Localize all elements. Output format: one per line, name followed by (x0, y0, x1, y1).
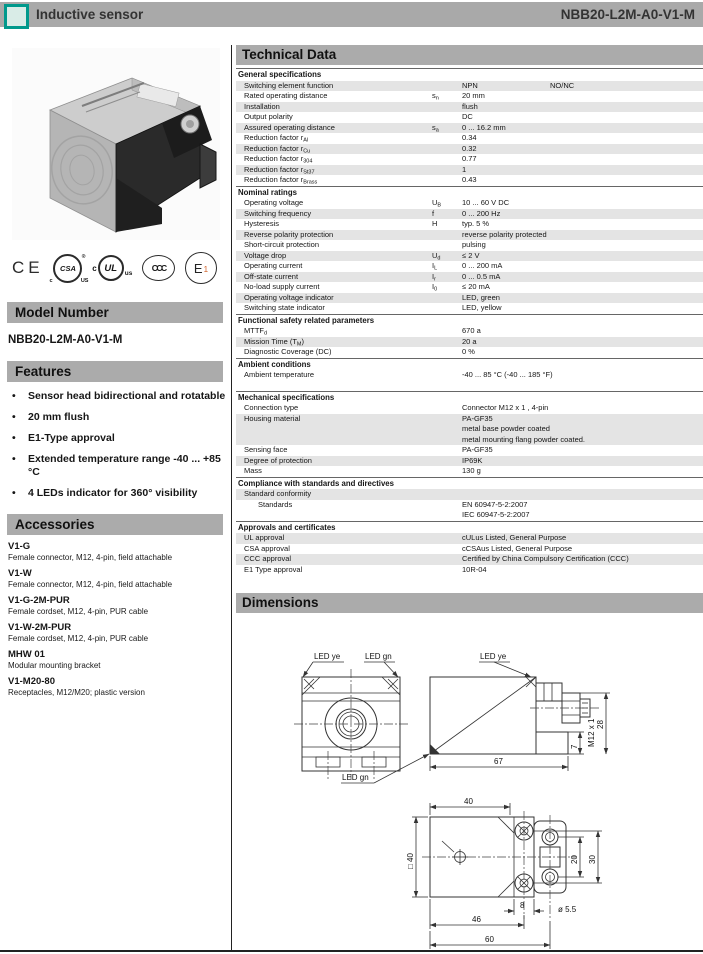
spec-name: Standards (258, 499, 293, 509)
accessory-desc: Female connector, M12, 4-pin, field attachable (8, 553, 173, 562)
feature-item: • 4 LEDs indicator for 360° visibility (8, 487, 228, 500)
dim-60: 60 (485, 935, 494, 944)
spec-symbol: $U_d$ (432, 250, 441, 261)
dim-67: 67 (494, 757, 503, 766)
spec-value: NPN NO/NC (462, 80, 575, 90)
spec-row (236, 293, 703, 304)
spec-symbol (432, 456, 462, 467)
spec-symbol (432, 81, 462, 92)
right-column (236, 45, 703, 954)
spec-name: Connection type (244, 403, 299, 412)
spec-symbol (432, 554, 462, 565)
spec-value: 10 ... 60 V DC (462, 198, 510, 207)
spec-row (236, 240, 703, 251)
label-led-ye-side: LED ye (480, 652, 507, 661)
spec-symbol (432, 144, 462, 155)
spec-row (236, 489, 703, 500)
spec-value: ≤ 2 V (462, 250, 480, 260)
model-number-heading: Model Number (7, 302, 223, 323)
spec-value: DC (462, 112, 473, 121)
spec-name: Reduction factor $r_{Brass}$ (244, 175, 318, 186)
spec-symbol (432, 544, 462, 555)
dim-sq40: □ 40 (406, 853, 415, 869)
spec-name: Installation (244, 101, 280, 111)
spec-row (236, 554, 703, 565)
spec-name: Switching state indicator (244, 303, 325, 312)
accessory-desc: Female connector, M12, 4-pin, field attachable (8, 580, 173, 589)
spec-name: Reverse polarity protection (244, 229, 334, 239)
label-led-gn-side: LED gn (342, 773, 369, 782)
spec-symbol: $U_B$ (432, 198, 442, 209)
spec-symbol (432, 154, 462, 165)
spec-value: PA-GF35 (462, 445, 493, 454)
spec-value: 130 g (462, 466, 481, 475)
spec-symbol: H (432, 219, 438, 228)
spec-value: 20 a (462, 336, 477, 346)
spec-value: LED, yellow (462, 303, 502, 312)
spec-value: 0.43 (462, 175, 477, 184)
spec-row (236, 500, 703, 521)
spec-symbol (432, 240, 462, 251)
spec-row (236, 251, 703, 262)
spec-value: Certified by China Compulsory Certification (CCC) (462, 554, 629, 563)
spec-value: typ. 5 % (462, 219, 490, 228)
spec-name: Mission Time $(T_M)$ (244, 336, 305, 347)
spec-symbol (432, 347, 462, 358)
accessory-desc: Receptacles, M12/M20; plastic version (8, 688, 145, 697)
spec-value: cULus Listed, General Purpose (462, 533, 567, 542)
spec-row (236, 303, 703, 314)
spec-name: UL approval (244, 533, 285, 542)
spec-value: 0 ... 0.5 mA (462, 271, 501, 281)
left-column (0, 40, 231, 698)
e1-number: 1 (203, 265, 209, 274)
feature-item: • Sensor head bidirectional and rotatable (8, 390, 228, 403)
spec-row (236, 326, 703, 337)
spec-row (236, 282, 703, 293)
spec-symbol: $s_a$ (432, 122, 439, 133)
spec-value: 0 ... 16.2 mm (462, 122, 506, 132)
spec-row (236, 370, 703, 381)
feature-item: • Extended temperature range -40 ... +85 °C (8, 453, 228, 479)
spec-row (236, 261, 703, 272)
spec-value: cCSAus Listed, General Purpose (462, 543, 573, 553)
ce-mark-icon: CE (12, 258, 44, 277)
label-led-gn-front: LED gn (365, 652, 392, 661)
header-bar (0, 2, 703, 27)
spec-symbol: $s_n$ (432, 91, 439, 102)
accessory-desc: Modular mounting bracket (8, 661, 101, 670)
page-title: Inductive sensor (36, 7, 144, 22)
spec-row (236, 219, 703, 230)
spec-row (236, 272, 703, 283)
spec-name: Sensing face (244, 445, 288, 454)
spec-symbol (432, 370, 462, 381)
accessories-list (8, 541, 223, 698)
spec-symbol (432, 175, 462, 186)
brand-logo-icon (4, 4, 29, 29)
spec-name: Reduction factor $r_{304}$ (244, 154, 313, 165)
dim-7: 7 (570, 744, 579, 749)
spec-symbol: $I_0$ (432, 282, 438, 293)
accessory-desc: Female cordset, M12, 4-pin, PUR cable (8, 634, 149, 643)
spec-row (236, 533, 703, 544)
front-view (294, 652, 408, 779)
spec-name: CCC approval (244, 554, 292, 563)
spec-name: Switching frequency (244, 208, 312, 218)
tech-table (236, 68, 703, 575)
spec-name: Reduction factor $r_{Cu}$ (244, 143, 311, 154)
spec-row (236, 209, 703, 220)
spec-symbol (432, 165, 462, 176)
spec-row (236, 112, 703, 123)
spec-value: 0 ... 200 mA (462, 261, 503, 270)
spec-row (236, 81, 703, 92)
spec-value: ≤ 20 mA (462, 282, 490, 291)
spec-value: 0 ... 200 Hz (462, 208, 501, 218)
column-divider (231, 45, 232, 951)
spec-symbol (432, 414, 462, 446)
spec-value: 10R-04 (462, 564, 487, 574)
ul-text: UL (104, 262, 118, 274)
accessory-name: MHW 01 (8, 649, 45, 660)
spec-value: 1 (462, 164, 467, 174)
cul-us-mark-icon (92, 255, 132, 281)
spec-row (236, 466, 703, 477)
spec-name: Degree of protection (244, 455, 312, 465)
spec-symbol (432, 466, 462, 477)
spec-name: Operating voltage (244, 198, 304, 207)
spec-symbol (432, 133, 462, 144)
dim-thread: M12 x 1 (587, 718, 596, 747)
dim-dia55: ø 5.5 (558, 905, 577, 914)
spec-name: Voltage drop (244, 250, 287, 260)
spec-value: IP69K (462, 455, 483, 465)
spec-row (236, 403, 703, 414)
spec-value: flush (462, 101, 478, 111)
spec-row (236, 445, 703, 456)
top-view (406, 797, 602, 949)
spec-name: Output polarity (244, 112, 293, 121)
spec-symbol: f (432, 208, 435, 218)
spec-row (236, 175, 703, 186)
csa-us: US (80, 277, 89, 284)
spec-name: Reduction factor $r_{Al}$ (244, 133, 309, 144)
dimensions-heading: Dimensions (236, 593, 703, 613)
section-header: Approvals and certificates (236, 521, 703, 534)
spec-row (236, 198, 703, 209)
spec-name: Housing material (244, 413, 301, 423)
spec-name: CSA approval (244, 543, 290, 553)
spec-row (236, 154, 703, 165)
spec-name: E1 Type approval (244, 564, 303, 574)
spec-symbol (432, 230, 462, 241)
features-heading: Features (7, 361, 223, 382)
spec-value: LED, green (462, 292, 500, 302)
spec-symbol (432, 403, 462, 414)
csa-c: c (49, 277, 53, 284)
csa-mark-icon (49, 253, 89, 284)
spec-symbol (432, 303, 462, 314)
dim-30: 30 (588, 855, 597, 864)
spec-value: 670 a (462, 326, 481, 335)
section-header: General specifications (236, 68, 703, 81)
spec-name: Reduction factor $r_{St37}$ (244, 164, 315, 175)
feature-item: • E1-Type approval (8, 432, 228, 445)
spec-name: Assured operating distance (244, 122, 335, 132)
features-list (8, 390, 226, 500)
accessory-name: V1-W-2M-PUR (8, 622, 72, 633)
section-header: Compliance with standards and directives (236, 477, 703, 490)
spec-row (236, 230, 703, 241)
ul-us: us (124, 270, 133, 277)
feature-item: • 20 mm flush (8, 411, 228, 424)
spec-name: Mass (244, 466, 262, 475)
technical-data-heading: Technical Data (236, 45, 703, 65)
spec-value (462, 489, 703, 500)
spec-value: -40 ... 85 °C (-40 ... 185 °F) (462, 370, 553, 379)
e1-mark-icon (185, 252, 217, 284)
dimension-drawing (236, 619, 703, 954)
spec-row (236, 337, 703, 348)
label-led-ye-front: LED ye (314, 652, 341, 661)
spec-value: EN 60947-5-2:2007 IEC 60947-5-2:2007 (462, 499, 530, 519)
ccc-text: CCC (151, 263, 166, 273)
spec-symbol (432, 326, 462, 337)
spec-symbol (432, 445, 462, 456)
spec-name: Rated operating distance (244, 91, 328, 100)
spec-row (236, 102, 703, 113)
ul-c: c (92, 263, 97, 273)
spec-name: Short-circuit protection (244, 240, 320, 249)
spec-symbol (432, 102, 462, 113)
spec-row (236, 565, 703, 576)
spec-row (236, 456, 703, 467)
spec-row (236, 414, 703, 446)
spec-symbol (432, 533, 462, 544)
certification-marks (12, 246, 217, 290)
accessory-name: V1-W (8, 568, 32, 579)
spec-value: 0 % (462, 347, 475, 356)
dim-28: 28 (596, 720, 605, 729)
spec-symbol (432, 489, 462, 500)
spec-symbol (432, 565, 462, 576)
spec-name: $MTTF_d$ (244, 326, 268, 337)
spec-name: Hysteresis (244, 219, 280, 228)
dim-40: 40 (464, 797, 473, 806)
spec-row (236, 347, 703, 358)
ccc-mark-icon (142, 255, 175, 281)
header-part-number: NBB20-L2M-A0-V1-M (560, 7, 695, 22)
spec-row (236, 91, 703, 102)
spec-value: pulsing (462, 240, 486, 249)
spec-name: Diagnostic Coverage (DC) (244, 347, 332, 356)
spec-name: No-load supply current (244, 282, 320, 291)
spec-name: Off-state current (244, 271, 299, 281)
spec-value: PA-GF35 metal base powder coated metal mounting flang powder coated. (462, 413, 585, 444)
spec-row (236, 133, 703, 144)
section-header: Mechanical specifications (236, 391, 703, 404)
accessory-name: V1-G-2M-PUR (8, 595, 70, 606)
section-header: Ambient conditions (236, 358, 703, 371)
spacer (236, 381, 703, 391)
section-header: Nominal ratings (236, 186, 703, 199)
csa-text: CSA (60, 263, 76, 273)
spec-symbol (432, 112, 462, 123)
spec-name: Operating current (244, 261, 303, 270)
spec-symbol (432, 293, 462, 304)
accessory-name: V1-M20-80 (8, 676, 55, 687)
spec-value: 0.34 (462, 133, 477, 142)
section-header: Functional safety related parameters (236, 314, 703, 327)
accessory-desc: Female cordset, M12, 4-pin, PUR cable (8, 607, 149, 616)
spec-value: 20 mm (462, 91, 485, 100)
spec-symbol: $I_L$ (432, 261, 438, 272)
accessories-heading: Accessories (7, 514, 223, 535)
accessory-name: V1-G (8, 541, 31, 552)
spec-value: 0.32 (462, 143, 477, 153)
spec-row (236, 544, 703, 555)
spec-value: reverse polarity protected (462, 229, 547, 239)
dim-8: 8 (520, 901, 525, 910)
dim-46: 46 (472, 915, 481, 924)
spec-value: 0.77 (462, 154, 477, 163)
spec-row (236, 144, 703, 155)
dim-20: 20 (570, 855, 579, 864)
side-view (341, 652, 610, 783)
spec-name: Standard conformity (244, 489, 312, 498)
spec-value: Connector M12 x 1 , 4-pin (462, 403, 549, 412)
csa-registered: ® (81, 253, 86, 260)
spec-row (236, 123, 703, 134)
spec-name: Ambient temperature (244, 370, 315, 379)
spec-symbol: $I_r$ (432, 271, 436, 282)
product-photo (12, 48, 220, 240)
spec-symbol (432, 500, 462, 521)
spec-symbol (432, 337, 462, 348)
spec-name: Operating voltage indicator (244, 292, 334, 302)
e1-letter: E (193, 260, 203, 276)
model-number-value: NBB20-L2M-A0-V1-M (8, 334, 123, 346)
spec-row (236, 165, 703, 176)
spec-name: Switching element function (244, 80, 334, 90)
